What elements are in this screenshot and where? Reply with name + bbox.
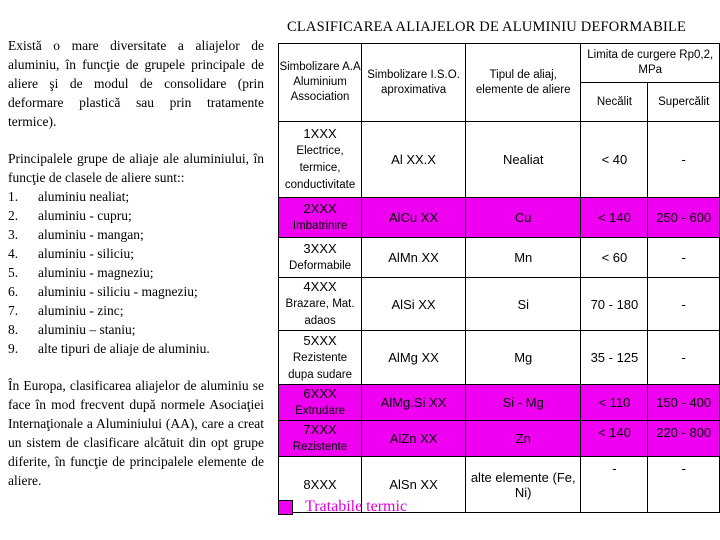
type-cell: Zn <box>466 421 581 457</box>
aa-cell: 2XXX Imbatrinire <box>279 198 362 238</box>
legend-swatch <box>278 500 293 515</box>
alloy-classification-table <box>278 43 720 513</box>
list-item: 5. aluminiu - magneziu; <box>8 265 154 280</box>
iso-cell: AlSi XX <box>362 278 466 331</box>
list-item: 3. aluminiu - mangan; <box>8 227 144 242</box>
type-cell: Si <box>466 278 581 331</box>
intro-paragraph: Există o mare diversitate a aliajelor de aluminiu, în funcţie de grupele principale de aliere şi de modul de consolidare (prin deformare plastică sau prin tratamente termice). <box>8 38 264 129</box>
type-cell: Si - Mg <box>466 385 581 421</box>
table-header-row <box>279 44 720 83</box>
supercalit-cell: - <box>648 457 720 513</box>
type-cell: Nealiat <box>466 122 581 198</box>
supercalit-cell: 220 - 800 <box>648 421 720 457</box>
groups-paragraph <box>8 149 264 358</box>
aa-cell: 6XXX Extrudare <box>279 385 362 421</box>
list-item: 6. aluminiu - siliciu - magneziu; <box>8 284 198 299</box>
groups-intro: Principalele grupe de aliaje ale aluminiului, în funcţie de clasele de aliere sunt:: <box>8 151 264 185</box>
iso-cell: AlMg.Si XX <box>362 385 466 421</box>
page-title: CLASIFICAREA ALIAJELOR DE ALUMINIU DEFORMABILE <box>287 19 687 35</box>
supercalit-cell: 250 - 600 <box>648 198 720 238</box>
necalit-cell: < 60 <box>581 238 648 278</box>
header-type: Tipul de aliaj, elemente de aliere <box>466 44 581 122</box>
list-item: 4. aluminiu - siliciu; <box>8 246 134 261</box>
necalit-cell: 35 - 125 <box>581 331 648 385</box>
necalit-cell: < 140 <box>581 198 648 238</box>
list-item: 9. alte tipuri de aliaje de aluminiu. <box>8 341 210 356</box>
iso-cell: AlMn XX <box>362 238 466 278</box>
supercalit-cell: - <box>648 331 720 385</box>
iso-cell: AlMg XX <box>362 331 466 385</box>
aa-cell: 7XXX Rezistente <box>279 421 362 457</box>
iso-cell: Al XX.X <box>362 122 466 198</box>
iso-cell: AlZn XX <box>362 421 466 457</box>
list-item: 8. aluminiu – staniu; <box>8 322 136 337</box>
list-item: 1. aluminiu nealiat; <box>8 189 130 204</box>
aa-paragraph: În Europa, clasificarea aliajelor de aluminiu se face în mod frecvent după normele Asociaţiei Internaţionale a Aluminiului (AA), care a creat un sistem de clasificare alcătuit din opt grupe diferite, în funcţie de principalele elemente de aliere. <box>8 378 264 488</box>
supercalit-cell: - <box>648 238 720 278</box>
aa-cell: 1XXX Electrice, termice, conductivitate <box>279 122 362 198</box>
iso-cell: AlSn XX <box>362 457 466 513</box>
type-cell: alte elemente (Fe, Ni) <box>466 457 581 513</box>
legend <box>278 498 407 516</box>
necalit-cell: - <box>581 457 648 513</box>
type-cell: Mn <box>466 238 581 278</box>
supercalit-cell: - <box>648 278 720 331</box>
alloy-groups-list <box>8 187 264 358</box>
table-row <box>279 198 720 238</box>
table-row <box>279 238 720 278</box>
list-item: 7. aluminiu - zinc; <box>8 303 124 318</box>
necalit-cell: < 40 <box>581 122 648 198</box>
table-row <box>279 122 720 198</box>
necalit-cell: < 140 <box>581 421 648 457</box>
type-cell: Mg <box>466 331 581 385</box>
list-item: 2. aluminiu - cupru; <box>8 208 132 223</box>
table-row <box>279 331 720 385</box>
table-row <box>279 278 720 331</box>
type-cell: Cu <box>466 198 581 238</box>
aa-cell: 5XXX Rezistente dupa sudare <box>279 331 362 385</box>
header-yield: Limita de curgere Rp0,2, MPa <box>581 44 720 83</box>
header-aa: Simbolizare A.A Aluminium Association <box>279 44 362 122</box>
table-row <box>279 421 720 457</box>
legend-label: Tratabile termic <box>305 498 408 515</box>
necalit-cell: < 110 <box>581 385 648 421</box>
iso-cell: AlCu XX <box>362 198 466 238</box>
table-row <box>279 385 720 421</box>
aa-cell: 4XXX Brazare, Mat. adaos <box>279 278 362 331</box>
supercalit-cell: 150 - 400 <box>648 385 720 421</box>
aa-cell: 8XXX <box>279 457 362 513</box>
necalit-cell: 70 - 180 <box>581 278 648 331</box>
aa-cell: 3XXX Deformabile <box>279 238 362 278</box>
header-supercalit: Supercălit <box>648 83 720 122</box>
left-text-column <box>8 36 264 490</box>
header-necalit: Necălit <box>581 83 648 122</box>
supercalit-cell: - <box>648 122 720 198</box>
header-iso: Simbolizare I.S.O. aproximativa <box>362 44 466 122</box>
